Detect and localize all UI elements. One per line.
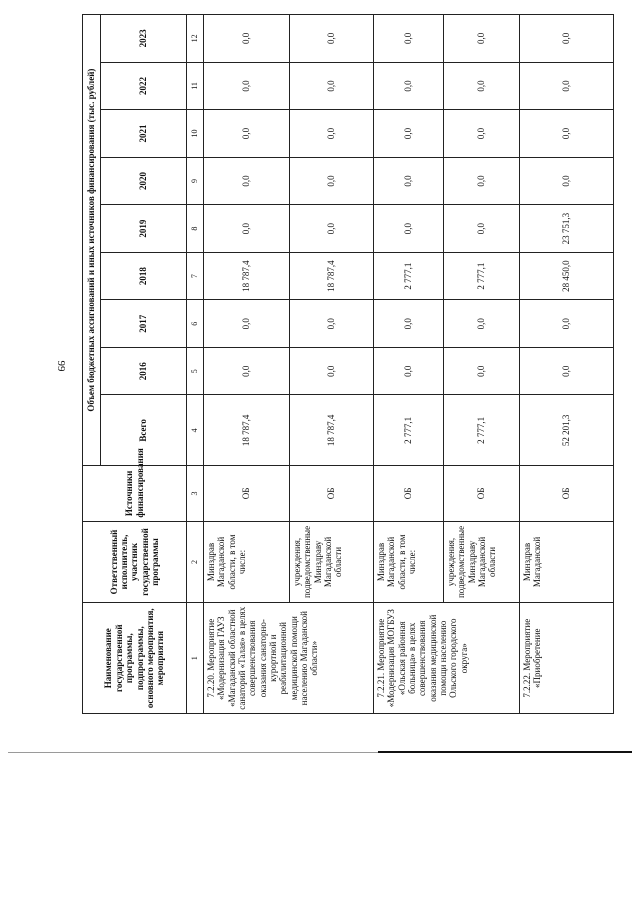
source: ОБ	[444, 466, 520, 521]
header-row-1	[83, 15, 101, 714]
header-funding-group: Объем бюджетных ассигнований и иных источников финансирования (тыс. рублей)	[83, 15, 101, 466]
source: ОБ	[374, 466, 444, 521]
year-value: 0,0	[374, 110, 444, 158]
column-number: 8	[187, 205, 204, 253]
total-value: 2 777,1	[444, 395, 520, 466]
header-year: 2022	[101, 62, 187, 110]
year-value: 0,0	[204, 300, 290, 348]
year-value: 0,0	[374, 157, 444, 205]
header-year: 2018	[101, 252, 187, 300]
header-year: 2019	[101, 205, 187, 253]
header-year: 2017	[101, 300, 187, 348]
year-value: 0,0	[204, 347, 290, 395]
year-value: 0,0	[374, 62, 444, 110]
source: ОБ	[204, 466, 290, 521]
year-value: 28 450,0	[520, 252, 614, 300]
year-value: 0,0	[290, 347, 374, 395]
year-value: 0,0	[520, 110, 614, 158]
column-number-row	[187, 15, 204, 714]
year-value: 0,0	[290, 205, 374, 253]
column-number: 7	[187, 252, 204, 300]
year-value: 0,0	[374, 347, 444, 395]
table-row	[374, 15, 444, 714]
total-value: 18 787,4	[204, 395, 290, 466]
responsible: учреждения, подведомственные Минздраву Магаданской области	[290, 521, 374, 603]
year-value: 0,0	[204, 15, 290, 63]
source: ОБ	[290, 466, 374, 521]
column-number: 2	[187, 521, 204, 603]
header-year: 2016	[101, 347, 187, 395]
header-source: Источники финансирования	[83, 466, 187, 521]
year-value: 0,0	[444, 157, 520, 205]
budget-table	[82, 14, 614, 714]
year-value: 2 777,1	[374, 252, 444, 300]
column-number: 10	[187, 110, 204, 158]
column-number: 12	[187, 15, 204, 63]
year-value: 0,0	[520, 157, 614, 205]
year-value: 0,0	[444, 15, 520, 63]
year-value: 18 787,4	[204, 252, 290, 300]
year-value: 23 751,3	[520, 205, 614, 253]
program-name: 7.2.22. Мероприятие «Приобретение	[520, 603, 614, 714]
responsible: Минздрав Магаданской области, в том числе:	[374, 521, 444, 603]
column-number: 5	[187, 347, 204, 395]
year-value: 0,0	[204, 62, 290, 110]
responsible: Минздрав Магаданской	[520, 521, 614, 603]
year-value: 0,0	[290, 62, 374, 110]
year-value: 0,0	[204, 157, 290, 205]
year-value: 0,0	[204, 205, 290, 253]
table-row	[204, 15, 290, 714]
year-value: 0,0	[444, 62, 520, 110]
year-value: 0,0	[374, 300, 444, 348]
page-number: 99	[55, 360, 67, 372]
year-value: 0,0	[290, 157, 374, 205]
responsible: Минздрав Магаданской области, в том числе:	[204, 521, 290, 603]
header-name: Наименование государственной программы, подпрограммы, основного мероприятия, мероприятия	[83, 603, 187, 714]
program-name: 7.2.21. Мероприятие «Модернизация МОГБУЗ «Ольская районная больница» в целях совершенствования оказания медицинской помощи населению Ольского городского округа»	[374, 603, 520, 714]
year-value: 0,0	[444, 205, 520, 253]
column-number: 9	[187, 157, 204, 205]
header-total: Всего	[101, 395, 187, 466]
column-number: 4	[187, 395, 204, 466]
year-value: 0,0	[520, 347, 614, 395]
total-value: 2 777,1	[374, 395, 444, 466]
year-value: 0,0	[290, 15, 374, 63]
header-year: 2021	[101, 110, 187, 158]
page-divider-thick-line	[378, 751, 632, 753]
year-value: 0,0	[290, 300, 374, 348]
table-row	[520, 15, 614, 714]
total-value: 18 787,4	[290, 395, 374, 466]
year-value: 2 777,1	[444, 252, 520, 300]
column-number: 11	[187, 62, 204, 110]
source: ОБ	[520, 466, 614, 521]
year-value: 0,0	[444, 300, 520, 348]
year-value: 0,0	[374, 205, 444, 253]
year-value: 0,0	[204, 110, 290, 158]
total-value: 52 201,3	[520, 395, 614, 466]
year-value: 0,0	[520, 300, 614, 348]
year-value: 0,0	[444, 110, 520, 158]
page-divider-line	[8, 752, 378, 753]
header-responsible: Ответственный исполнитель, участник государственной программы	[83, 521, 187, 603]
year-value: 0,0	[520, 15, 614, 63]
year-value: 0,0	[374, 15, 444, 63]
column-number: 1	[187, 603, 204, 714]
year-value: 0,0	[290, 110, 374, 158]
column-number: 6	[187, 300, 204, 348]
year-value: 0,0	[520, 62, 614, 110]
header-year: 2020	[101, 157, 187, 205]
header-year: 2023	[101, 15, 187, 63]
responsible: учреждения, подведомственные Минздраву Магаданской области	[444, 521, 520, 603]
column-number: 3	[187, 466, 204, 521]
year-value: 18 787,4	[290, 252, 374, 300]
year-value: 0,0	[444, 347, 520, 395]
program-name: 7.2.20. Мероприятие «Модернизация ГАУЗ «Магаданский областной санаторий «Талая» в целях совершенствования оказания санаторно-курортной и реабилитационной медицинской помощи населению Магаданской области»	[204, 603, 374, 714]
